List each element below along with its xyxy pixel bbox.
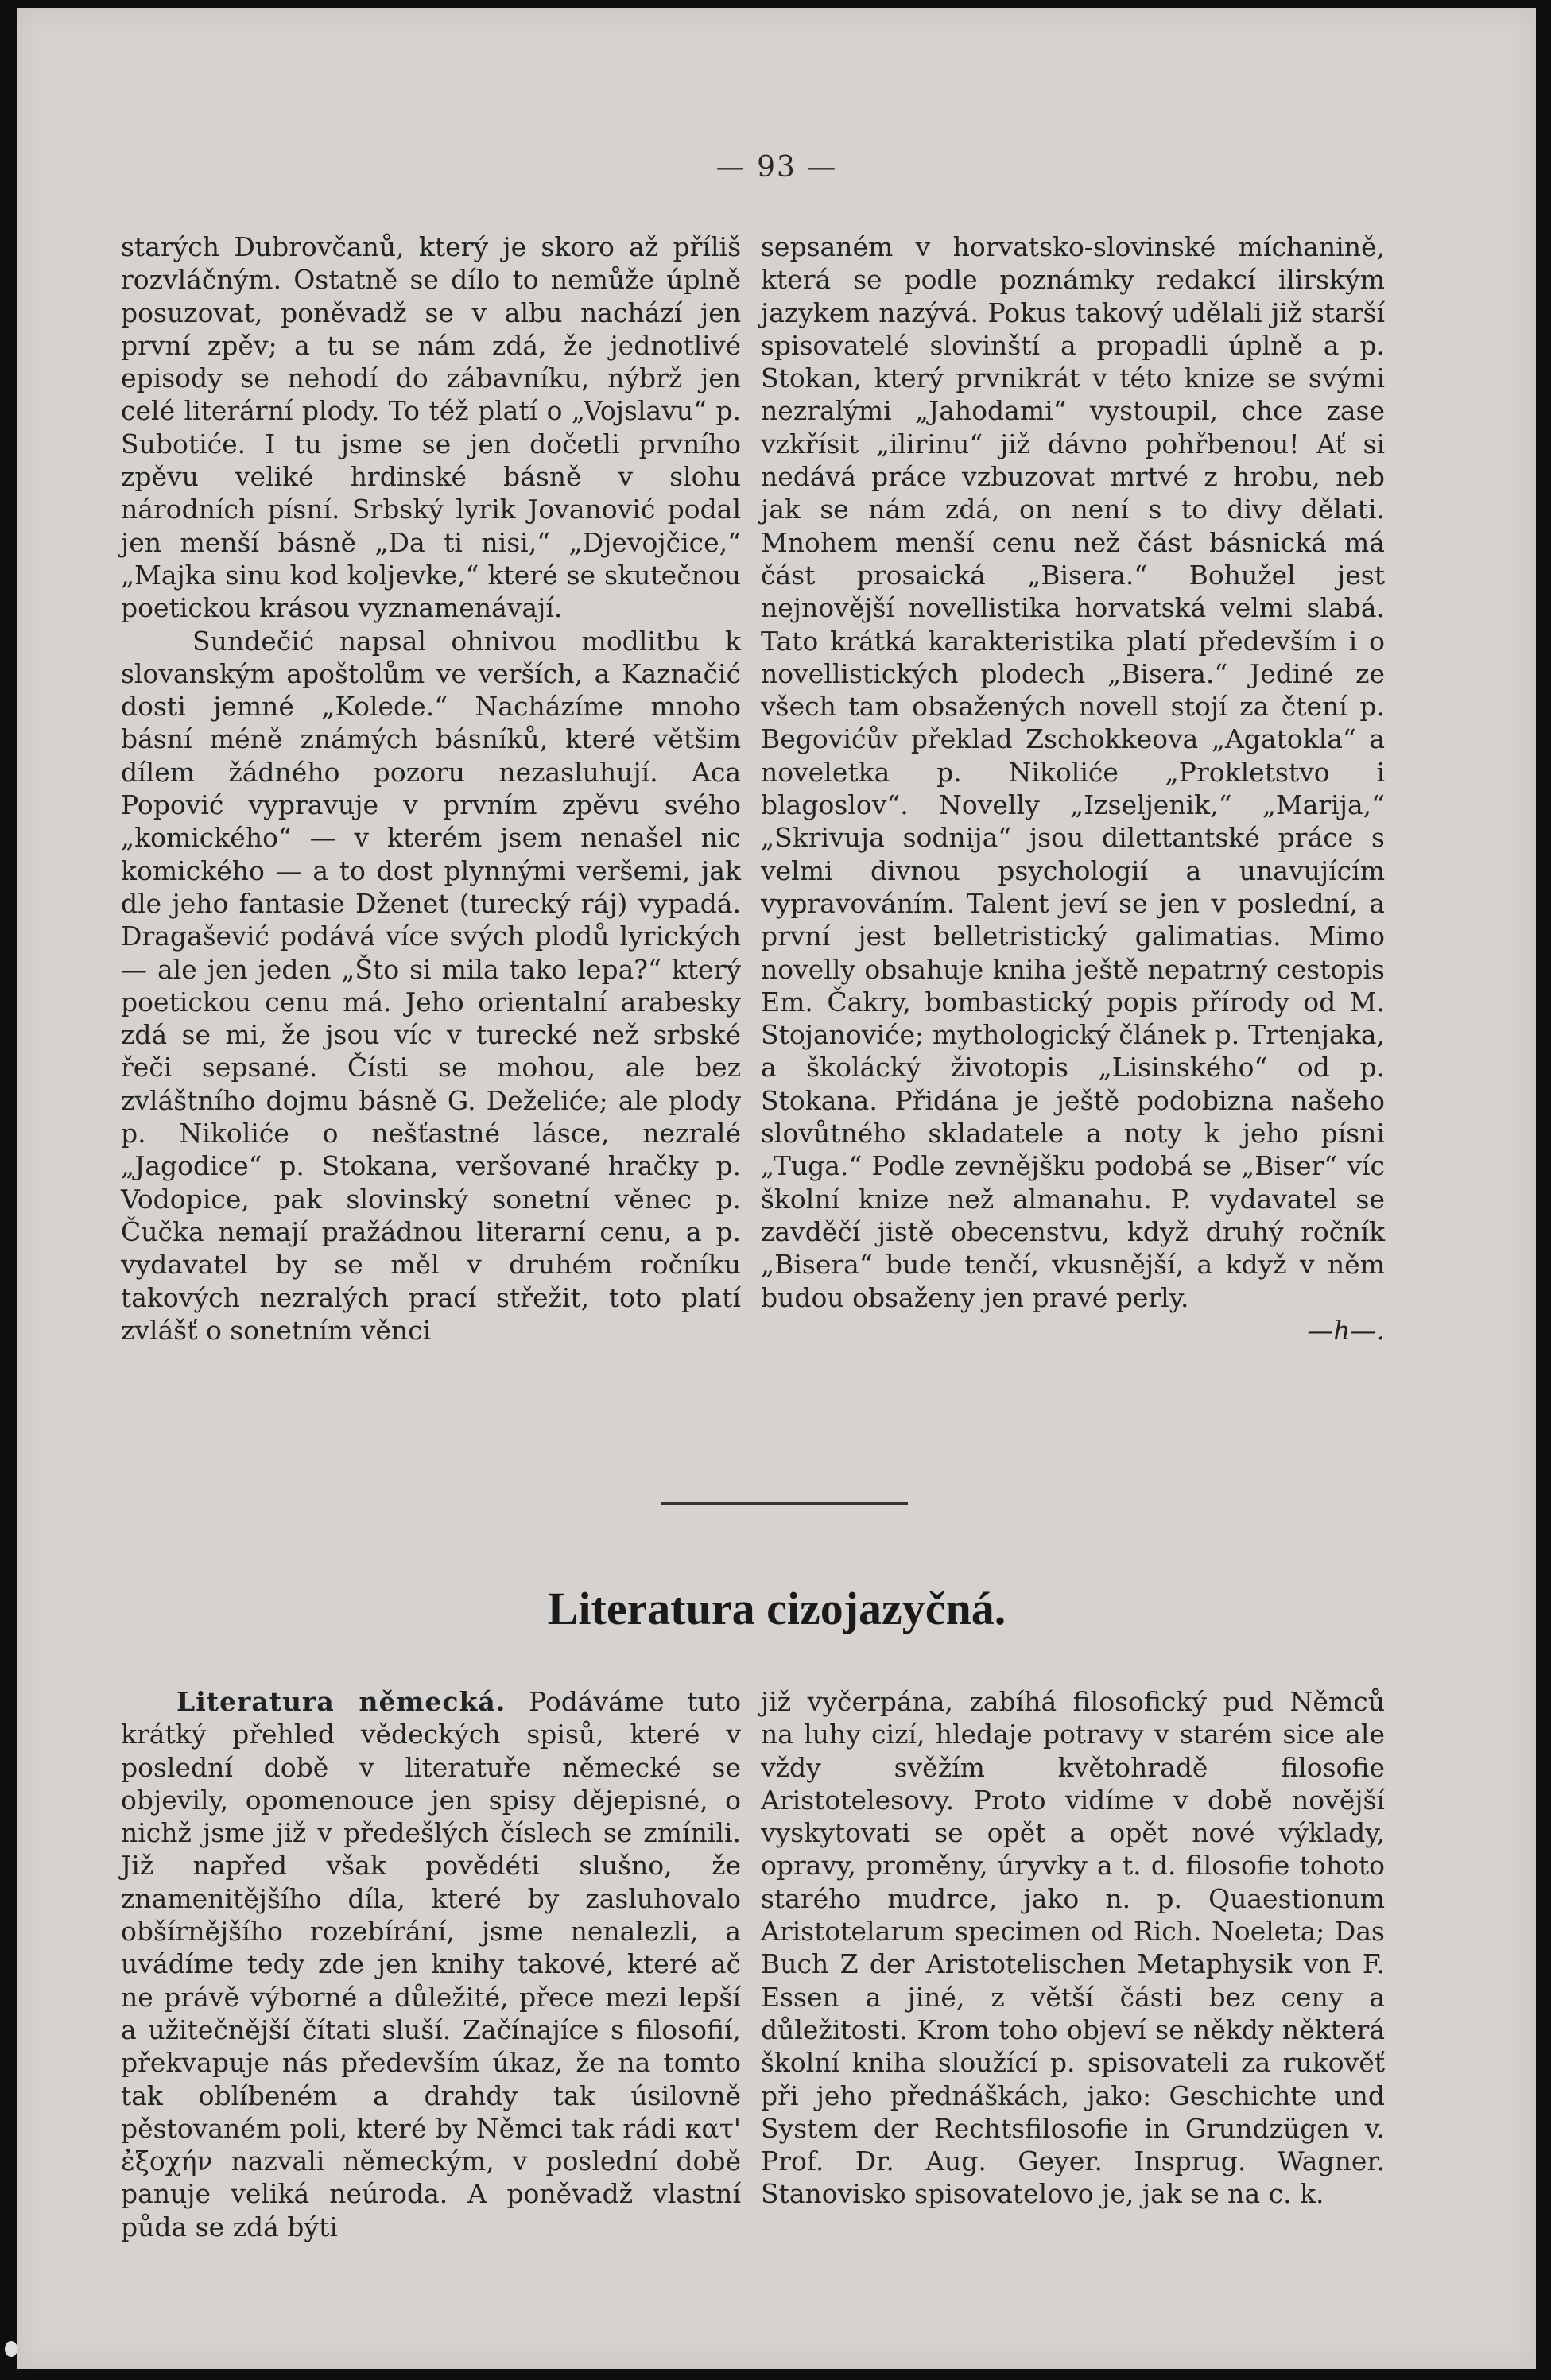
author-signature: —h—. bbox=[1307, 1314, 1385, 1346]
review-paragraph: Sundečić napsal ohnivou modlitbu k slovanským apoštolům ve verších, a Kaznačić dosti jemné „Kolede.“ Nacházíme mnoho básní méně známých básníků, které většim dílem žádného pozoru nezasluhují. Aca Popović vypravuje v prvním zpěvu svého „komického“ — v kterém jsem nenašel nic komického — a to dost plynnými veršemi, jak dle jeho fantasie Dženet (turecký ráj) vypadá. Dragašević podává více svých plodů lyrických — ale jen jeden „Što si mila tako lepa?“ který poetickou cenu má. Jeho orientalní arabesky zdá se mi, že jsou víc v turecké než srbské řeči sepsané. Čísti se mohou, ale bez zvláštního dojmu básně G. Deželiće; ale plody p. Nikoliće o nešťastné lásce, nezralé „Jagodice“ p. Stokana, veršované hračky p. Vodopice, pak slovinský sonetní věnec p. Čučka nemají pražádnou literarní cenu, a p. vydavatel by se měl v druhém ročníku takových nezralých prací střežit, toto platí zvlášť o sonetním věnci bbox=[121, 625, 741, 1346]
review-paragraph bbox=[761, 231, 1385, 1347]
review-column-left bbox=[121, 231, 741, 1347]
review-paragraph: starých Dubrovčanů, který je skoro až příliš rozvláčným. Ostatně se dílo to nemůže úplně posuzovat, poněvadž se v albu nachází jen první zpěv; a tu se nám zdá, že jednotlivé episody se nehodí do zábavníku, nýbrž jen celé literární plody. To též platí o „Vojslavu“ p. Subotiće. I tu jsme se jen dočetli prvního zpěvu veliké hrdinské básně v slohu národních písní. Srbský lyrik Jovanović podal jen menší básně „Da ti nisi,“ „Djevojčice,“ „Majka sinu kod koljevke,“ které se skutečnou poetickou krásou vyznamenávají. bbox=[121, 231, 741, 624]
review-text: sepsaném v horvatsko-slovinské míchanině, která se podle poznámky redakcí ilirským jazykem nazývá. Pokus takový udělali již starší spisovatelé slovinští a propadli úplně a p. Stokan, který prvnikrát v této knize se svými nezralými „Jahodami“ vystoupil, chce zase vzkřísit „ilirinu“ již dávno pohřbenou! Ať si nedává práce vzbuzovat mrtvé z hrobu, neb jak se nám zdá, on není s to divy dělati. Mnohem menší cenu než část básnická má část prosaická „Bisera.“ Bohužel jest nejnovější novellistika horvatská velmi slabá. Tato krátká karakteristika platí především i o novellistických plodech „Bisera.“ Jediné ze všech tam obsažených novell stojí za čtení p. Begovićův překlad Zschokkeova „Agatokla“ a noveletka p. Nikoliće „Prokletstvo i blagoslov“. Novelly „Izseljenik,“ „Marija,“ „Skrivuja sodnija“ jsou dilettantské práce s velmi divnou psychologií a unavujícím vypravováním. Talent jeví se jen v poslední, a první jest belletristický galimatias. Mimo novelly obsahuje kniha ještě nepatrný cestopis Em. Čakry, bombastický popis přírody od M. Stojanoviće; mythologický článek p. Trtenjaka, a školácký životopis „Lisinského“ od p. Stokana. Přidána je ještě podobizna našeho slovůtného skladatele a noty k jeho písni „Tuga.“ Podle zevnějšku podobá se „Biser“ víc školní knize než almanahu. P. vydavatel se zavděčí jistě obecenstvu, když druhý ročník „Bisera“ bude tenčí, vkusnější, a když v něm budou obsaženy jen pravé perly. bbox=[761, 231, 1385, 1313]
foreign-literature-text: Podáváme tuto krátký přehled vědeckých spisů, které v poslední době v literatuře německé se objevily, opomenouce jen spisy dějepisné, o nichž jsme již v předešlých číslech se zmínili. Již napřed však povědéti slušno, že znamenitějšího díla, které by zasluhovalo obšírnějšího rozebírání, jsme nenalezli, a uvádíme tedy zde jen knihy takové, které ač ne právě výborné a důležité, přece mezi lepší a užitečnější čítati sluší. Začínajíce s filosofií, překvapuje nás především úkaz, že na tomto tak oblíbeném a drahdy tak úsilovně pěstovaném poli, které by Němci tak rádi κατ' ἐξοχήν nazvali německým, v poslední době panuje veliká neúroda. A poněvadž vlastní půda se zdá býti bbox=[121, 1686, 741, 2242]
foreign-literature-column-right bbox=[761, 1685, 1385, 2211]
run-in-heading: Literatura německá. bbox=[176, 1686, 506, 1717]
review-column-right bbox=[761, 231, 1385, 1347]
page-sheet bbox=[17, 8, 1536, 2369]
foreign-literature-paragraph bbox=[121, 1685, 741, 2243]
section-title: Literatura cizojazyčná. bbox=[547, 1583, 1006, 1634]
foreign-literature-paragraph: již vyčerpána, zabíhá filosofický pud Němců na luhy cizí, hledaje potravy v starém sice ale vždy svěžím květohradě filosofie Aristotelesovy. Proto vidíme v době novější vyskytovati se opět a opět nové výklady, opravy, proměny, úryvky a t. d. filosofie tohoto starého mudrce, jako n. p. Quaestionum Aristotelarum specimen od Rich. Noeleta; Das Buch Z der Aristotelischen Metaphysik von F. Essen a jiné, z větší části bez ceny a důležitosti. Krom toho objeví se někdy některá školní kniha sloužící p. spisovateli za rukověť při jeho přednáškách, jako: Geschichte und System der Rechtsfilosofie in Grundzügen v. Prof. Dr. Aug. Geyer. Insprug. Wagner. Stanovisko spisovatelovo je, jak se na c. k. bbox=[761, 1686, 1385, 2210]
section-divider bbox=[661, 1502, 908, 1505]
foreign-literature-column-left bbox=[121, 1685, 741, 2243]
page-number: — 93 — bbox=[715, 151, 838, 184]
scan-mark bbox=[5, 2341, 17, 2357]
